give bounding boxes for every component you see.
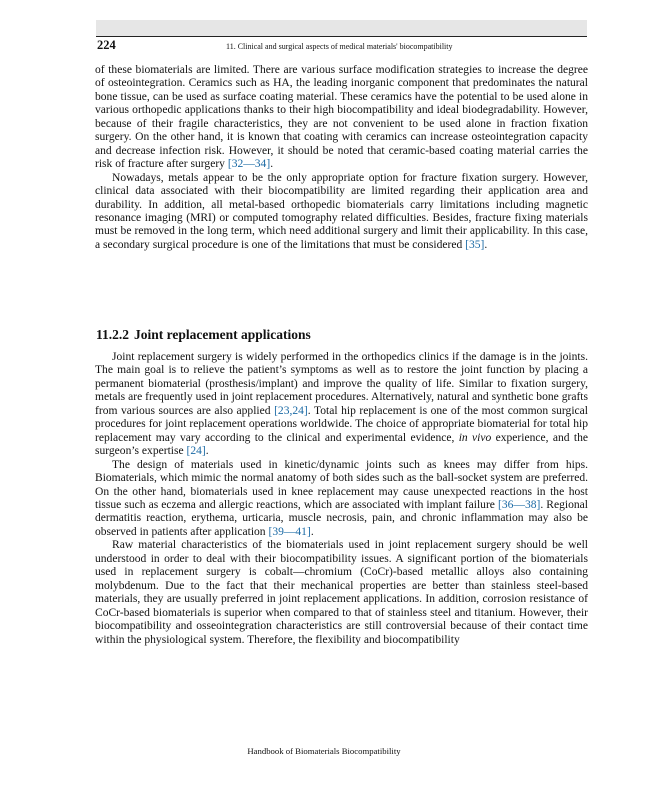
page-number: 224 <box>97 38 116 52</box>
body-text-top <box>95 64 588 252</box>
running-head: 11. Clinical and surgical aspects of medical materials' biocompatibility <box>226 42 453 51</box>
citation-link[interactable]: [32—34] <box>227 158 271 171</box>
footer-book-title: Handbook of Biomaterials Biocompatibility <box>247 746 401 756</box>
section-heading <box>96 327 311 343</box>
citation-link[interactable]: [23,24] <box>274 404 308 417</box>
running-header-band <box>96 20 587 36</box>
paragraph-2: Nowadays, metals appear to be the only appropriate option for fracture fixation surgery. However, clinical data associated with their biocompatibility are limited regarding their application area and durability. In addition, all metal-based orthopedic biomaterials carry limitations including magnetic resonance imaging (MRI) or computed tomography related difficulties. Besides, fracture fixing materials must be removed in the long term, which need additional surgery and limit their applicability. In this case, a secondary surgical procedure is one of the limitations that must be considered [35]. <box>95 171 588 251</box>
citation-link[interactable]: [36—38] <box>498 498 541 511</box>
paragraph-5: Raw material characteristics of the biomaterials used in joint replacement surgery should be well understood in order to deal with their biocompatibility issues. A significant portion of the biomaterials used in replacement surgery is cobalt—chromium (CoCr)-based metallic alloys also containing molybdenum. Due to the fact that their mechanical properties are better than stainless steel-based materials, they are usually preferred in joint replacement applications. In addition, corrosion resistance of CoCr-based biomaterials is superior when compared to that of stainless steel and titanium. However, their biocompatibility and osseointegration characteristics are still controversial because of their contact time within the physiological system. Therefore, the flexibility and biocompatibility <box>95 539 588 646</box>
paragraph-3: Joint replacement surgery is widely performed in the orthopedics clinics if the damage is in the joints. The main goal is to relieve the patient’s symptoms as well as to restore the joint function by placing a permanent biomaterial (prosthesis/implant) and improve the quality of life. Similar to fixation surgery, metals are frequently used in joint replacement procedures. Alternatively, natural and synthetic bone grafts from various sources are also applied [23,24]. Total hip replacement is one of the most common surgical procedures for joint replacement operations worldwide. The choice of appropriate biomaterial for total hip replacement may vary according to the clinical and experimental evidence, in vivo experience, and the surgeon’s expertise [24]. <box>95 351 588 458</box>
body-text-bottom <box>95 351 588 647</box>
citation-link[interactable]: [24] <box>186 445 206 458</box>
header-rule <box>96 36 587 37</box>
section-title-text: Joint replacement applications <box>134 327 311 342</box>
paragraph-4: The design of materials used in kinetic/dynamic joints such as knees may differ from hips. Biomaterials, which mimic the normal anatomy of both sides such as the ball-socket system are preferred. On the other hand, biomaterials used in knee replacement may cause unexpected reactions in the host tissue such as eczema and allergic reactions, which are associated with implant failure [36—38]. Regional dermatitis reaction, erythema, urticaria, muscle necrosis, pain, and chronic inflammation may also be observed in patients after application [39—41]. <box>95 458 588 538</box>
section-number: 11.2.2 <box>96 327 130 342</box>
citation-link[interactable]: [35] <box>465 238 485 251</box>
citation-link[interactable]: [39—41] <box>268 525 311 538</box>
paragraph-1: of these biomaterials are limited. There are various surface modification strategies to increase the degree of osteointegration. Ceramics such as HA, the leading inorganic component that predominates the natural bone tissue, can be used as surface coating material. These ceramics have the potential to be used alone in various orthopedic applications thanks to their high biocompatibility and ideal biodegradability. However, because of their fragile characteristics, they are not convenient to be used alone in fraction fixation surgery. On the other hand, it is known that coating with ceramics can increase osteointegration capacity and decrease infection risk. However, it should be noted that ceramic-based coating material carries the risk of fracture after surgery [32—34]. <box>95 64 588 171</box>
